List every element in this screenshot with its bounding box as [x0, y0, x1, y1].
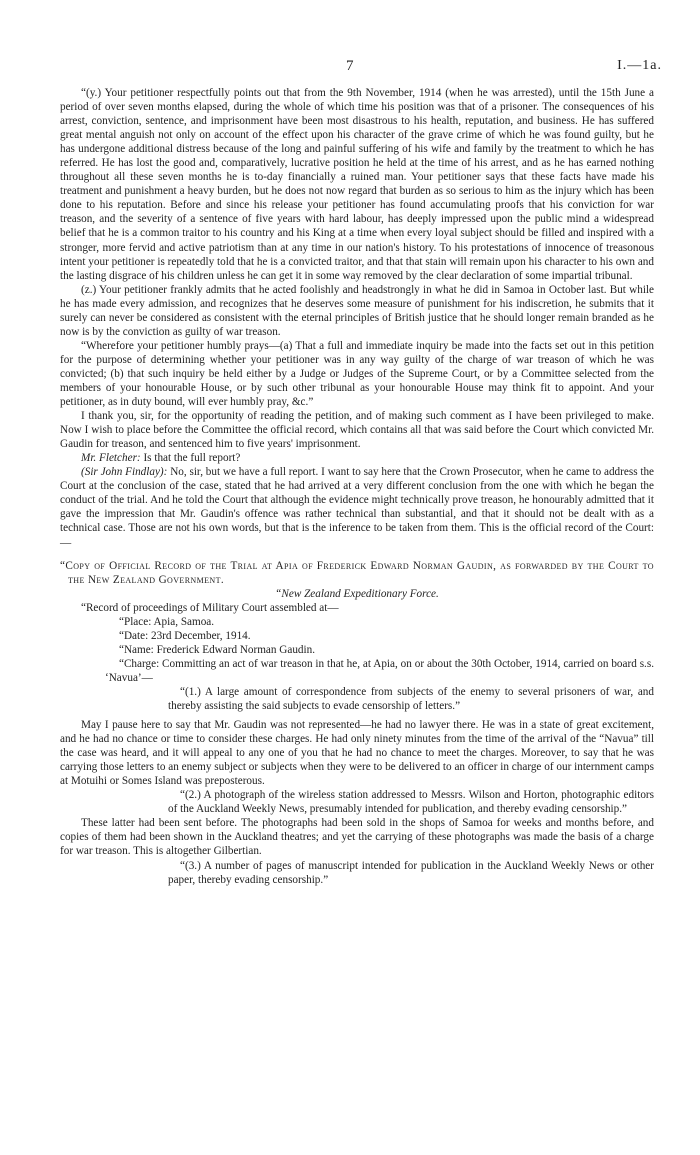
petition-paragraph-y: “(y.) Your petitioner respectfully points out that from the 9th November, 1914 (when he was arrested), until the 15th June a period of over seven months elapsed, during the whole of which time his position was that of a prisoner. The consequences of his arrest, conviction, sentence, and imprisonment have been most disastrous to his health, reputation, and business. He has suffered great mental anguish not only on account of the effect upon his character of the grave crime of which he was found guilty, but he has undergone additional distress because of the long and painful suffering of his wife and family by the treatment to which he has referred. He has lost the good and, comparatively, lucrative position he held at the time of his arrest, and as he has earned nothing throughout all these seven months he is to-day financially a ruined man. Your petitioner says that these facts have made his treatment and punishment a heavy burden, but he does not now regard that burden as so serious to him as the injury which has been done to his reputation. Before and since his release your petitioner has found accumulating proofs that his conviction for war treason, and the severity of a sentence of five years with hard labour, has deeply impressed upon the public mind a widespread belief that he is a common traitor to his country and his King at a time when every loyal subject should be filled and inspired with a stronger, more fervid and active patriotism than at any time in our nation's history. To his protestations of innocence of treasonous intent your petitioner is repeatedly told that he is a convicted traitor, and that that stain will remain upon his character to his own and the lasting disgrace of his children unless he can get it in some way removed by the clear declaration of some impartial tribunal.: [60, 87, 654, 282]
comment-paragraph: May I pause here to say that Mr. Gaudin was not represented—he had no lawyer there. He was in a state of great excitement, and he had no chance or time to consider these charges. He had only ninety minutes from the time of the arrival of the “Navua” till the case was heard, and it will appeal to any one of you that he had no chance to meet the charges. Moreover, to say that he was carrying those letters to an enemy subject or subjects when they were to be delivered to an officer in charge of our internment camps at Motuihi or Somes Island was preposterous.: [60, 719, 654, 788]
document-reference: I.—1a.: [617, 58, 662, 73]
record-date: “Date: 23rd December, 1914.: [119, 629, 251, 642]
charge-item-2: “(2.) A photograph of the wireless station addressed to Messrs. Wilson and Horton, photographic editors of the Auckland Weekly News, presumably intended for publication, and thereby evading censorship.”: [168, 789, 654, 816]
answer-text: No, sir, but we have a full report. I want to say here that the Crown Prosecutor, when he came to address the Court at the conclusion of the case, stated that he had arrived at a very different conclusion from the one with which he began the conduct of the trial. And he told the Court that although the evidence might technically prove treason, he honourably admitted that it gave the impression that Mr. Gaudin's offence was rather technical than substantial, and that it should not be dealt with as a technical case. Those are not his own words, but that is the inference to be taken from them. This is the official record of the Court:—: [60, 466, 655, 549]
record-subheading: “New Zealand Expeditionary Force.: [275, 587, 439, 600]
speech-paragraph: I thank you, sir, for the opportunity of reading the petition, and of making such comment as I have been privileged to make. Now I wish to place before the Committee the official record, which contains all that was said before the Court which convicted Mr. Gaudin for treason, and sentenced him to five years' imprisonment.: [60, 410, 654, 451]
speaker-name: (Sir John Findlay):: [81, 466, 168, 479]
record-place: “Place: Apia, Samoa.: [119, 615, 215, 628]
spacer: [60, 550, 654, 559]
question-text: Is that the full report?: [143, 452, 241, 465]
comment-paragraph: These latter had been sent before. The photographs had been sold in the shops of Samoa for weeks and months before, and copies of them had been shown in the Auckland theatres; and yet the carrying of these photographs was made the basis of a charge for war treason. This is altogether Gilbertian.: [60, 817, 654, 858]
petition-prayer: “Wherefore your petitioner humbly prays—(a) That a full and immediate inquiry be made into the facts set out in this petition for the purpose of determining whether your petitioner was in any way guilty of the charge of war treason of which he was convicted; (b) that such inquiry be held either by a Judge or Judges of the Supreme Court, or by a Committee selected from the members of your honourable House, or by such other tribunal as your honourable House may think fit to appoint. And your petitioner, as in duty bound, will ever humbly pray, &c.”: [60, 339, 654, 409]
answer-paragraph: [60, 465, 654, 549]
record-name: “Name: Frederick Edward Norman Gaudin.: [119, 643, 316, 656]
petition-paragraph-z: (z.) Your petitioner frankly admits that he acted foolishly and headstrongly in what he did in Samoa in October last. But while he has made every admission, and recognizes that he deserves some measure of punishment for his indiscretion, he submits that it surely can never be considered as consistent with the eternal principles of British justice that he should longer remain branded as he now is by the conviction as guilty of war treason.: [60, 283, 654, 338]
charge-item-1: “(1.) A large amount of correspondence from subjects of the enemy to several prisoners of war, and thereby assisting the said subjects to evade censorship of letters.”: [168, 685, 654, 713]
charge-item-3: “(3.) A number of pages of manuscript intended for publication in the Auckland Weekly News or other paper, thereby evading censorship.”: [168, 859, 654, 886]
document-body: [60, 86, 654, 887]
question-paragraph: [60, 451, 654, 465]
record-charge: “Charge: Committing an act of war treason in that he, at Apia, on or about the 30th October, 1914, carried on board s.s. ‘Navua’—: [105, 657, 654, 684]
speaker-name: Mr. Fletcher:: [81, 452, 141, 465]
record-intro: “Record of proceedings of Military Court assembled at—: [81, 601, 339, 614]
page-number: 7: [346, 58, 354, 74]
record-heading: “Copy of Official Record of the Trial at Apia of Frederick Edward Norman Gaudin, as forwarded by the Court to the New Zealand Government.: [60, 559, 654, 586]
